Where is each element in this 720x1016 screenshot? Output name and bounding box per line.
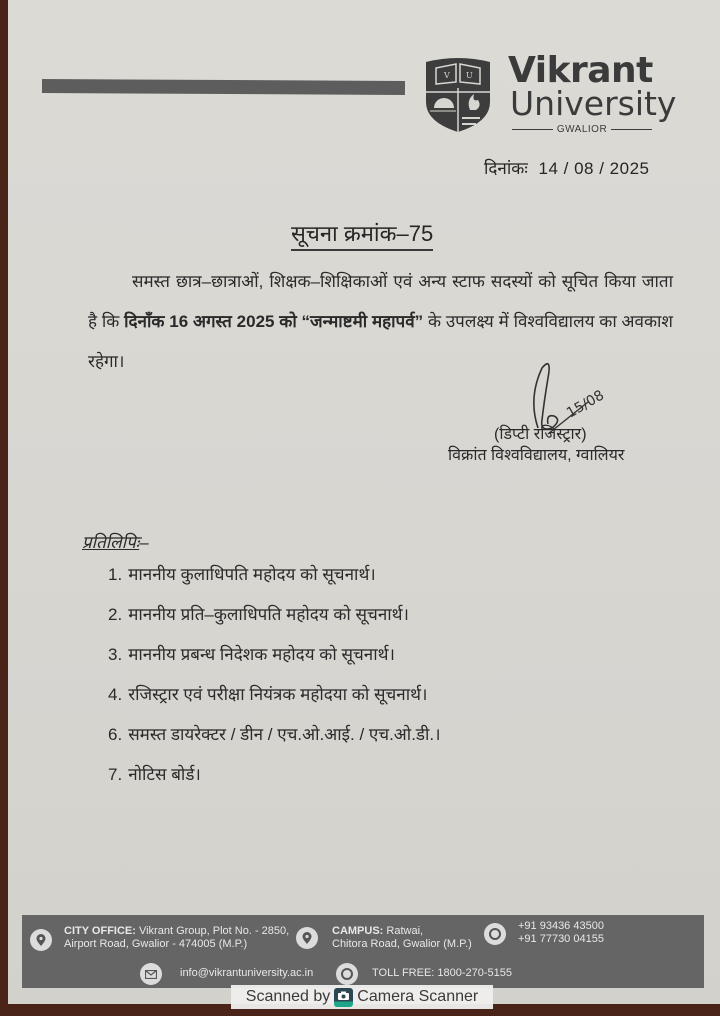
toll-free-phone-icon bbox=[336, 963, 358, 985]
body-text-part1: समस्त छात्र–छात्राओं, शिक्षक–शिक्षिकाओं एवं अन्य स्टाफ सदस्यों को सूचित किया जाता है कि bbox=[88, 272, 673, 331]
item-text: नोटिस बोर्ड। bbox=[128, 765, 201, 784]
divider-right bbox=[611, 129, 652, 130]
signatory-title: (डिप्टी रजिस्ट्रार) bbox=[494, 426, 587, 443]
list-item bbox=[108, 600, 441, 640]
city-office-line2: Airport Road, Gwalior - 474005 (M.P.) bbox=[64, 938, 248, 950]
brand-city-label: GWALIOR bbox=[556, 124, 608, 135]
city-office-line1: Vikrant Group, Plot No. - 2850, bbox=[135, 925, 290, 937]
toll-free-number: TOLL FREE: 1800-270-5155 bbox=[372, 967, 513, 979]
location-pin-icon bbox=[296, 927, 318, 949]
contact-footer bbox=[22, 915, 704, 988]
watermark-prefix: Scanned by bbox=[245, 988, 331, 1005]
city-office-address bbox=[64, 925, 289, 951]
divider-left bbox=[512, 129, 553, 130]
list-item bbox=[108, 640, 441, 680]
copy-to-label: प्रतिलिपिः bbox=[82, 533, 140, 552]
campus-address bbox=[332, 925, 472, 951]
svg-text:V: V bbox=[444, 71, 450, 80]
location-pin-icon bbox=[30, 929, 52, 951]
signatory-organization: विक्रांत विश्वविद्यालय, ग्वालियर bbox=[448, 447, 625, 464]
item-text: माननीय प्रबन्ध निदेशक महोदय को सूचनार्थ। bbox=[128, 645, 395, 664]
city-office-label: CITY OFFICE: bbox=[64, 925, 136, 937]
copy-to-list bbox=[108, 560, 441, 800]
date-label: दिनांकः bbox=[484, 159, 528, 178]
list-item bbox=[108, 760, 441, 800]
campus-line1: Ratwai, bbox=[383, 925, 424, 937]
item-text: समस्त डायरेक्टर / डीन / एच.ओ.आई. / एच.ओ.डी.। bbox=[128, 725, 441, 744]
brand-city bbox=[512, 124, 652, 135]
shield-crest-icon bbox=[422, 56, 494, 134]
svg-text:U: U bbox=[466, 71, 473, 80]
phone-numbers bbox=[518, 920, 604, 946]
scanner-watermark bbox=[231, 985, 493, 1009]
campus-line2: Chitora Road, Gwalior (M.P.) bbox=[332, 938, 472, 950]
email-address: info@vikrantuniversity.ac.in bbox=[180, 967, 314, 979]
brand-name: Vikrant bbox=[508, 50, 653, 91]
phone-icon bbox=[484, 923, 506, 945]
item-number: 4. bbox=[108, 685, 123, 704]
copy-to-heading bbox=[82, 530, 149, 553]
phone-2: +91 77730 04155 bbox=[518, 933, 604, 945]
notice-title: सूचना क्रमांक–75 bbox=[291, 218, 433, 251]
signature-date: 15/08 bbox=[564, 387, 607, 422]
copy-to-dash: – bbox=[139, 533, 149, 552]
item-text: माननीय कुलाधिपति महोदय को सूचनार्थ। bbox=[128, 565, 376, 584]
notice-date bbox=[484, 156, 649, 179]
body-text-highlight: दिनाँक 16 अगस्त 2025 को “जन्माष्टमी महापर्व” bbox=[124, 312, 424, 331]
date-value: 14 / 08 / 2025 bbox=[538, 159, 650, 178]
list-item bbox=[108, 720, 441, 760]
list-item bbox=[108, 560, 441, 600]
item-number: 7. bbox=[108, 765, 123, 784]
brand-subtitle: University bbox=[510, 84, 677, 123]
body-text-part2: के उपलक्ष्य में विश्वविद्यालय का अवकाश रहेगा। bbox=[88, 312, 673, 371]
item-text: रजिस्ट्रार एवं परीक्षा नियंत्रक महोदया को सूचनार्थ। bbox=[128, 685, 428, 704]
watermark-app-name: Camera Scanner bbox=[357, 988, 479, 1005]
list-item bbox=[108, 680, 441, 720]
camera-icon bbox=[334, 988, 353, 1007]
campus-label: CAMPUS: bbox=[332, 925, 384, 937]
item-text: माननीय प्रति–कुलाधिपति महोदय को सूचनार्थ। bbox=[128, 605, 409, 624]
item-number: 1. bbox=[108, 565, 123, 584]
item-number: 3. bbox=[108, 645, 123, 664]
item-number: 2. bbox=[108, 605, 123, 624]
email-icon bbox=[140, 963, 162, 985]
university-logo bbox=[422, 50, 677, 136]
header-rule-bar bbox=[42, 79, 405, 95]
document-page bbox=[8, 0, 720, 1004]
phone-1: +91 93436 43500 bbox=[518, 920, 604, 932]
item-number: 6. bbox=[108, 725, 123, 744]
